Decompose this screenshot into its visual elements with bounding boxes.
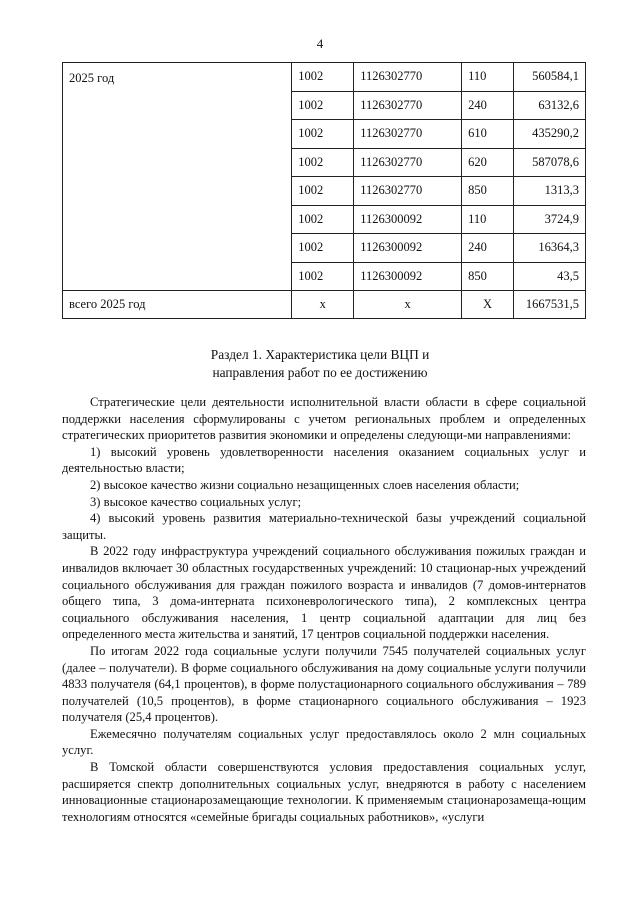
paragraph-strategic-goals: Стратегические цели деятельности исполнительной власти области в сфере социальной поддержки населения сформулированы с учетом региональных проблем и определенных стратегических приоритетов развития экономики и определены следующи-ми направлениями:	[62, 395, 586, 443]
expense-kind-cell: 850	[462, 177, 514, 206]
expense-kind-cell: 110	[462, 205, 514, 234]
program-code-cell: 1126300092	[354, 205, 462, 234]
total-label-cell: всего 2025 год	[63, 291, 292, 319]
amount-cell: 435290,2	[514, 120, 586, 149]
paragraph-infrastructure: В 2022 году инфраструктура учреждений социального обслуживания пожилых граждан и инвалидов включает 30 областных государственных учреждений: 10 стационар-ных учреждений социального обслуживания для граждан пожилого возраста и инвалидов (7 домов-интернатов общего типа, 3 дома-интерната психоневрологического типа), 2 комплексных центра социального обслуживания населения, 1 центр социальной адаптации для лиц без определенного места жительства и занятий, 17 центров социальной поддержки населения.	[62, 544, 586, 642]
total-section-code-cell: х	[292, 291, 354, 319]
amount-cell: 16364,3	[514, 234, 586, 263]
program-code-cell: 1126302770	[354, 91, 462, 120]
paragraph-monthly-services: Ежемесячно получателям социальных услуг предоставлялось около 2 млн социальных услуг.	[62, 726, 586, 758]
section-code-cell: 1002	[292, 177, 354, 206]
section-code-cell: 1002	[292, 63, 354, 92]
section-code-cell: 1002	[292, 205, 354, 234]
expense-kind-cell: 850	[462, 262, 514, 291]
expense-kind-cell: 610	[462, 120, 514, 149]
expense-kind-cell: 620	[462, 148, 514, 177]
total-program-code-cell: х	[354, 291, 462, 319]
paragraph-technologies: В Томской области совершенствуются условия предоставления социальных услуг, расширяется спектр дополнительных социальных услуг, внедряются в работу с населением инновационные стационарозамещающие технологии. К применяемым стационарозамеща-ющим технологиям относятся «семейные бригады социальных работников», «услуги	[62, 760, 586, 824]
list-item: 2) высокое качество жизни социально незащищенных слоев населения области;	[90, 477, 520, 492]
section-heading-line: направления работ по ее достижению	[212, 365, 428, 380]
list-item: 3) высокое качество социальных услуг;	[90, 494, 302, 509]
total-row	[63, 291, 586, 319]
amount-cell: 1313,3	[514, 177, 586, 206]
expense-kind-cell: 240	[462, 91, 514, 120]
section-heading-line: Раздел 1. Характеристика цели ВЦП и	[210, 347, 430, 362]
paragraph-results-2022: По итогам 2022 года социальные услуги получили 7545 получателей социальных услуг (далее – получатели). В форме социального обслуживания на дому социальные услуги получили 4833 получателя (64,1 процентов), в форме полустационарного социального обслуживания – 789 получателей (10,5 процентов), в форме стационарного социального обслуживания – 1923 получателя (25,4 процентов).	[62, 643, 586, 725]
expense-kind-cell: 240	[462, 234, 514, 263]
page-number: 4	[316, 36, 324, 51]
expense-kind-cell: 110	[462, 63, 514, 92]
total-expense-kind-cell: Х	[462, 291, 514, 319]
program-code-cell: 1126302770	[354, 63, 462, 92]
section-code-cell: 1002	[292, 148, 354, 177]
year-label-cell: 2025 год	[63, 63, 292, 291]
list-item: 1) высокий уровень удовлетворенности населения оказанием социальных услуг и деятельностью власти;	[62, 444, 586, 476]
program-code-cell: 1126302770	[354, 120, 462, 149]
budget-table	[62, 62, 586, 319]
list-item: 4) высокий уровень развития материально-технической базы учреждений социальной защиты.	[62, 511, 586, 542]
program-code-cell: 1126302770	[354, 177, 462, 206]
program-code-cell: 1126302770	[354, 148, 462, 177]
amount-cell: 3724,9	[514, 205, 586, 234]
table-row	[63, 63, 586, 92]
section-code-cell: 1002	[292, 91, 354, 120]
section-code-cell: 1002	[292, 262, 354, 291]
section-heading	[0, 346, 640, 382]
section-code-cell: 1002	[292, 234, 354, 263]
section-code-cell: 1002	[292, 120, 354, 149]
amount-cell: 43,5	[514, 262, 586, 291]
section-body	[62, 394, 586, 825]
amount-cell: 587078,6	[514, 148, 586, 177]
amount-cell: 560584,1	[514, 63, 586, 92]
program-code-cell: 1126300092	[354, 234, 462, 263]
total-amount-cell: 1667531,5	[514, 291, 586, 319]
amount-cell: 63132,6	[514, 91, 586, 120]
program-code-cell: 1126300092	[354, 262, 462, 291]
